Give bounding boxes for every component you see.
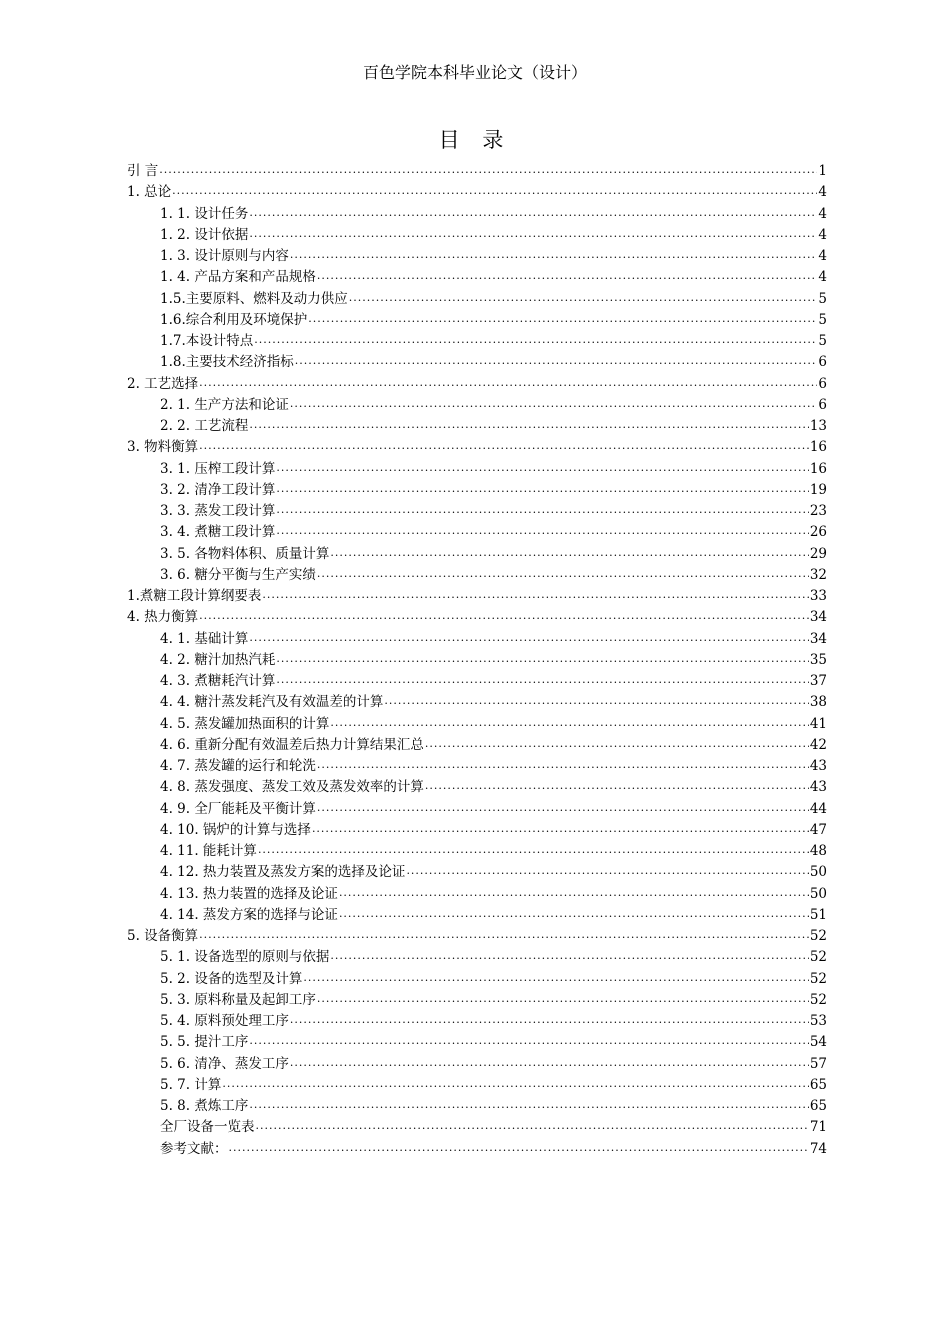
toc-entry[interactable] — [127, 584, 827, 605]
toc-entry-page-number: 5 — [818, 290, 827, 307]
toc-entry-page-number: 74 — [809, 1140, 827, 1157]
toc-entry-page-number: 48 — [809, 843, 827, 859]
toc-entry[interactable] — [160, 329, 827, 350]
toc-entry-label: 1. 2. 设计依据 — [160, 226, 249, 243]
toc-entry-page-number: 41 — [809, 715, 827, 732]
toc-entry[interactable] — [127, 605, 827, 626]
toc-leader-dots — [249, 225, 817, 242]
toc-entry[interactable] — [160, 797, 827, 818]
toc-entry-label: 4. 11. 能耗计算 — [160, 843, 257, 859]
toc-entry-label: 1.8.主要技术经济指标 — [160, 354, 294, 371]
toc-entry[interactable] — [160, 733, 827, 754]
toc-entry-label: 3. 2. 清净工段计算 — [160, 481, 276, 498]
toc-leader-dots — [290, 246, 818, 263]
toc-entry-label: 3. 3. 蒸发工段计算 — [160, 503, 276, 519]
toc-entry-label: 4. 2. 糖汁加热汽耗 — [160, 651, 276, 668]
toc-entry-label: 1. 1. 设计任务 — [160, 205, 249, 222]
toc-entry-page-number: 26 — [809, 524, 827, 541]
toc-leader-dots — [276, 459, 808, 476]
toc-entry-label: 5. 5. 提汁工序 — [160, 1034, 249, 1051]
toc-entry-label: 4. 6. 重新分配有效温差后热力计算结果汇总 — [160, 736, 424, 753]
toc-leader-dots — [256, 1117, 809, 1134]
toc-entry-page-number: 4 — [818, 184, 827, 201]
toc-entry-page-number: 4 — [818, 269, 827, 286]
toc-entry-page-number: 34 — [809, 630, 827, 647]
toc-entry[interactable] — [160, 478, 827, 499]
page-header: 百色学院本科毕业论文（设计） — [362, 63, 587, 82]
toc-leader-dots — [199, 607, 809, 624]
toc-entry-label: 4. 3. 煮糖耗汽计算 — [160, 673, 276, 689]
toc-entry-label: 4. 9. 全厂能耗及平衡计算 — [160, 800, 316, 817]
toc-entry-label: 3. 6. 糖分平衡与生产实绩 — [160, 566, 316, 583]
toc-leader-dots — [330, 544, 808, 561]
toc-entry[interactable] — [160, 202, 827, 223]
toc-entry[interactable] — [160, 457, 827, 478]
toc-entry-page-number: 23 — [809, 503, 827, 519]
toc-entry-label: 1.6.综合利用及环境保护 — [160, 311, 308, 328]
toc-title: 目 录 — [438, 128, 512, 152]
toc-leader-dots — [276, 501, 808, 518]
toc-entry-label: 5. 2. 设备的选型及计算 — [160, 970, 303, 987]
toc-entry[interactable] — [160, 223, 827, 244]
toc-leader-dots — [199, 437, 809, 454]
toc-entry-page-number: 52 — [809, 949, 827, 966]
toc-leader-dots — [295, 352, 818, 369]
toc-entry[interactable] — [160, 988, 827, 1009]
toc-leader-dots — [406, 862, 808, 879]
toc-entry-page-number: 54 — [809, 1034, 827, 1051]
toc-entry-label: 4. 14. 蒸发方案的选择与论证 — [160, 906, 338, 923]
toc-entry-label: 4. 热力衡算 — [127, 609, 199, 626]
toc-leader-dots — [290, 1011, 809, 1028]
toc-leader-dots — [290, 395, 818, 412]
toc-entry-label: 4. 5. 蒸发罐加热面积的计算 — [160, 715, 330, 732]
toc-entry[interactable] — [160, 1030, 827, 1051]
toc-leader-dots — [276, 650, 808, 667]
toc-entry-label: 1.煮糖工段计算纲要表 — [127, 588, 262, 604]
toc-leader-dots — [317, 267, 818, 284]
toc-entry-page-number: 71 — [809, 1119, 827, 1136]
toc-entry-label: 参考文献： — [160, 1140, 228, 1157]
toc-leader-dots — [349, 289, 818, 306]
toc-entry[interactable] — [160, 754, 827, 775]
toc-entry-page-number: 4 — [818, 226, 827, 243]
toc-leader-dots — [330, 947, 808, 964]
toc-entry-page-number: 50 — [809, 864, 827, 881]
toc-leader-dots — [262, 586, 808, 603]
toc-leader-dots — [276, 522, 808, 539]
toc-leader-dots — [339, 905, 809, 922]
toc-entry-label: 1.7.本设计特点 — [160, 333, 254, 349]
toc-entry-page-number: 16 — [809, 460, 827, 477]
toc-entry[interactable] — [160, 627, 827, 648]
toc-entry-label: 4. 4. 糖汁蒸发耗汽及有效温差的计算 — [160, 694, 384, 711]
toc-entry[interactable] — [160, 499, 827, 520]
toc-entry-label: 4. 7. 蒸发罐的运行和轮洗 — [160, 758, 316, 774]
toc-leader-dots — [290, 1054, 809, 1071]
toc-leader-dots — [317, 990, 809, 1007]
toc-entry[interactable] — [160, 350, 827, 371]
toc-entry-label: 5. 8. 煮炼工序 — [160, 1098, 249, 1114]
toc-entry-page-number: 43 — [809, 779, 827, 796]
toc-entry-label: 2. 2. 工艺流程 — [160, 418, 249, 434]
toc-entry[interactable] — [160, 860, 827, 881]
toc-entry-page-number: 1 — [818, 163, 827, 179]
toc-entry[interactable] — [160, 1115, 827, 1136]
toc-leader-dots — [317, 565, 809, 582]
toc-entry-page-number: 43 — [809, 758, 827, 774]
toc-entry[interactable] — [160, 1137, 827, 1158]
toc-entry-page-number: 37 — [809, 673, 827, 689]
toc-entry[interactable] — [160, 308, 827, 329]
toc-entry-label: 4. 8. 蒸发强度、蒸发工效及蒸发效率的计算 — [160, 779, 424, 796]
toc-entry[interactable] — [160, 712, 827, 733]
toc-entry-label: 3. 物料衡算 — [127, 439, 199, 456]
toc-leader-dots — [249, 1096, 808, 1113]
toc-entry-page-number: 52 — [809, 928, 827, 944]
toc-entry-page-number: 32 — [809, 566, 827, 583]
toc-leader-dots — [258, 841, 809, 858]
toc-entry[interactable] — [160, 818, 827, 839]
toc-leader-dots — [339, 884, 809, 901]
toc-entry-page-number: 33 — [809, 588, 827, 604]
toc-leader-dots — [249, 204, 817, 221]
toc-entry-page-number: 19 — [809, 481, 827, 498]
toc-entry-page-number: 52 — [809, 970, 827, 987]
toc-leader-dots — [425, 735, 809, 752]
toc-entry-label: 5. 3. 原料称量及起卸工序 — [160, 991, 316, 1008]
toc-leader-dots — [384, 692, 808, 709]
toc-entry-page-number: 6 — [818, 396, 827, 413]
toc-leader-dots — [199, 374, 817, 391]
toc-leader-dots — [229, 1139, 809, 1156]
toc-entry-page-number: 5 — [818, 333, 827, 349]
toc-entry-label: 1. 4. 产品方案和产品规格 — [160, 269, 316, 286]
toc-entry[interactable] — [127, 924, 827, 945]
toc-entry-label: 5. 7. 计算 — [160, 1076, 222, 1093]
toc-entry-page-number: 29 — [809, 545, 827, 562]
toc-entry-page-number: 44 — [809, 800, 827, 817]
toc-entry-page-number: 6 — [818, 375, 827, 392]
toc-entry[interactable] — [160, 945, 827, 966]
toc-entry[interactable] — [160, 244, 827, 265]
toc-leader-dots — [276, 480, 808, 497]
toc-entry[interactable] — [160, 669, 827, 690]
toc-entry-label: 全厂设备一览表 — [160, 1119, 255, 1136]
toc-entry-page-number: 38 — [809, 694, 827, 711]
toc-entry-page-number: 57 — [809, 1055, 827, 1072]
toc-entry-label: 1. 总论 — [127, 184, 172, 201]
toc-entry-page-number: 42 — [809, 736, 827, 753]
toc-entry-page-number: 6 — [818, 354, 827, 371]
toc-entry-page-number: 53 — [809, 1013, 827, 1029]
toc-entry[interactable] — [160, 563, 827, 584]
toc-leader-dots — [199, 926, 809, 943]
toc-entry[interactable] — [160, 1073, 827, 1094]
toc-entry-label: 1.5.主要原料、燃料及动力供应 — [160, 290, 348, 307]
toc-leader-dots — [222, 1075, 808, 1092]
toc-entry[interactable] — [127, 372, 827, 393]
toc-leader-dots — [317, 799, 809, 816]
toc-leader-dots — [303, 969, 808, 986]
toc-entry[interactable] — [160, 520, 827, 541]
toc-leader-dots — [308, 310, 817, 327]
toc-entry[interactable] — [160, 839, 827, 860]
toc-entry[interactable] — [160, 393, 827, 414]
toc-entry-label: 4. 13. 热力装置的选择及论证 — [160, 885, 338, 902]
toc-entry-label: 4. 1. 基础计算 — [160, 630, 249, 647]
toc-entry-page-number: 65 — [809, 1076, 827, 1093]
toc-entry-label: 4. 12. 热力装置及蒸发方案的选择及论证 — [160, 864, 406, 881]
toc-leader-dots — [254, 331, 817, 348]
toc-entry-label: 5. 设备衡算 — [127, 928, 199, 944]
toc-entry-label: 3. 1. 压榨工段计算 — [160, 460, 276, 477]
toc-leader-dots — [159, 161, 817, 178]
toc-leader-dots — [317, 756, 809, 773]
toc-entry[interactable] — [160, 775, 827, 796]
toc-entry[interactable] — [160, 265, 827, 286]
toc-entry-label: 3. 4. 煮糖工段计算 — [160, 524, 276, 541]
toc-entry[interactable] — [160, 414, 827, 435]
toc-entry-label: 5. 4. 原料预处理工序 — [160, 1013, 289, 1029]
toc-entry[interactable] — [160, 542, 827, 563]
toc-entry-page-number: 35 — [809, 651, 827, 668]
toc-entry[interactable] — [160, 287, 827, 308]
toc-leader-dots — [276, 671, 808, 688]
toc-entry-label: 5. 1. 设备选型的原则与依据 — [160, 949, 330, 966]
toc-entry-page-number: 50 — [809, 885, 827, 902]
toc-entry[interactable] — [160, 903, 827, 924]
toc-entry[interactable] — [160, 1094, 827, 1115]
toc-entry-page-number: 34 — [809, 609, 827, 626]
toc-leader-dots — [312, 820, 809, 837]
toc-leader-dots — [172, 182, 817, 199]
toc-entry-label: 2. 工艺选择 — [127, 375, 199, 392]
toc-entry[interactable] — [127, 159, 827, 180]
toc-entry-page-number: 4 — [818, 205, 827, 222]
toc-entry-label: 5. 6. 清净、蒸发工序 — [160, 1055, 289, 1072]
toc-entry-page-number: 65 — [809, 1098, 827, 1114]
toc-entry-page-number: 52 — [809, 991, 827, 1008]
toc-entry[interactable] — [160, 967, 827, 988]
toc-leader-dots — [330, 714, 808, 731]
toc-entry[interactable] — [160, 882, 827, 903]
toc-entry[interactable] — [160, 690, 827, 711]
toc-entry-page-number: 4 — [818, 248, 827, 264]
toc-entry-page-number: 13 — [809, 418, 827, 434]
toc-entry-page-number: 47 — [809, 821, 827, 838]
toc-entry-page-number: 51 — [809, 906, 827, 923]
toc-entry-label: 3. 5. 各物料体积、质量计算 — [160, 545, 330, 562]
toc-entry-page-number: 16 — [809, 439, 827, 456]
toc-entry[interactable] — [160, 1052, 827, 1073]
toc-entry-label: 2. 1. 生产方法和论证 — [160, 396, 289, 413]
toc-entry[interactable] — [127, 435, 827, 456]
toc-entry-label: 1. 3. 设计原则与内容 — [160, 248, 289, 264]
toc-entry[interactable] — [160, 648, 827, 669]
toc-entry[interactable] — [127, 180, 827, 201]
toc-leader-dots — [425, 777, 809, 794]
toc-entry[interactable] — [160, 1009, 827, 1030]
toc-entry-label: 引 言 — [127, 163, 159, 179]
toc-entry-label: 4. 10. 锅炉的计算与选择 — [160, 821, 311, 838]
toc-entry-page-number: 5 — [818, 311, 827, 328]
toc-leader-dots — [249, 1032, 808, 1049]
toc-leader-dots — [249, 629, 808, 646]
toc-leader-dots — [249, 416, 808, 433]
